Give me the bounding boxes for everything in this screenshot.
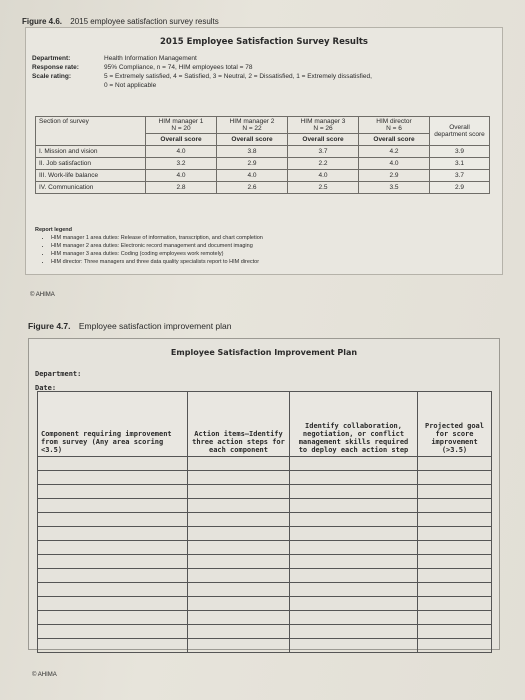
blank-cell (38, 485, 188, 499)
blank-cell (418, 625, 492, 639)
score-cell: 2.2 (288, 158, 359, 170)
blank-cell (38, 457, 188, 471)
blank-cell (188, 611, 290, 625)
improvement-plan-table (37, 391, 492, 653)
blank-row (38, 569, 492, 583)
column-header: HIM manager 3 N = 26 (288, 117, 359, 134)
figure-number: Figure 4.6. (22, 17, 63, 26)
meta-row-department: Department: Health Information Management (32, 55, 197, 62)
blank-cell (418, 499, 492, 513)
score-cell: 2.9 (359, 170, 430, 182)
legend-item: • HIM manager 3 area duties: Coding (coding employees work remotely) (51, 250, 263, 258)
blank-row (38, 485, 492, 499)
blank-cell (188, 499, 290, 513)
figure-4-7-caption (28, 321, 232, 331)
blank-cell (188, 513, 290, 527)
row-section: III. Work-life balance (36, 170, 146, 182)
blank-row (38, 541, 492, 555)
score-cell: 4.0 (288, 170, 359, 182)
column-header: HIM manager 1 N = 20 (146, 117, 217, 134)
department-label: Department: (35, 370, 82, 378)
row-section: I. Mission and vision (36, 146, 146, 158)
blank-cell (290, 583, 418, 597)
blank-cell (418, 457, 492, 471)
blank-row (38, 639, 492, 653)
ahima-credit: © AHIMA (32, 672, 57, 678)
blank-cell (418, 471, 492, 485)
score-cell: 2.6 (217, 182, 288, 194)
blank-cell (290, 457, 418, 471)
blank-cell (38, 541, 188, 555)
blank-cell (188, 555, 290, 569)
blank-cell (38, 471, 188, 485)
blank-cell (188, 485, 290, 499)
blank-cell (290, 513, 418, 527)
projected-goal-header: Projected goal for score improvement (>3.5) (418, 392, 492, 457)
report-legend (35, 226, 263, 266)
overall-score-label: Overall score (146, 134, 217, 146)
blank-cell (418, 555, 492, 569)
blank-row (38, 527, 492, 541)
overall-cell: 3.1 (430, 158, 490, 170)
table-header-row (36, 117, 490, 134)
blank-cell (418, 527, 492, 541)
figure-4-6-caption (22, 17, 219, 26)
blank-cell (188, 625, 290, 639)
figure-caption-text: 2015 employee satisfaction survey results (70, 17, 219, 26)
blank-cell (418, 611, 492, 625)
blank-cell (38, 597, 188, 611)
score-cell: 2.5 (288, 182, 359, 194)
blank-row (38, 555, 492, 569)
blank-row (38, 513, 492, 527)
plan-title: Employee Satisfaction Improvement Plan (170, 348, 358, 357)
survey-scores-table (35, 116, 490, 194)
blank-cell (290, 639, 418, 653)
plan-blank-rows (38, 457, 492, 653)
legend-item: • HIM manager 1 area duties: Release of information, transcription, and chart completion (51, 234, 263, 242)
blank-cell (290, 527, 418, 541)
blank-row (38, 625, 492, 639)
blank-cell (38, 611, 188, 625)
blank-cell (418, 583, 492, 597)
blank-cell (188, 569, 290, 583)
blank-row (38, 597, 492, 611)
column-header: HIM director N = 6 (359, 117, 430, 134)
component-header: Component requiring improvement from survey (Any area scoring <3.5) (38, 392, 188, 457)
blank-cell (188, 457, 290, 471)
row-section: II. Job satisfaction (36, 158, 146, 170)
meta-row-response-rate: Response rate: 95% Compliance, n = 74, HIM employees total = 78 (32, 64, 253, 71)
table-row (36, 170, 490, 182)
score-cell: 2.9 (217, 158, 288, 170)
figure-caption-text: Employee satisfaction improvement plan (78, 321, 232, 331)
blank-cell (290, 611, 418, 625)
overall-score-label: Overall score (359, 134, 430, 146)
overall-cell: 3.9 (430, 146, 490, 158)
blank-cell (188, 471, 290, 485)
blank-cell (38, 555, 188, 569)
blank-cell (188, 541, 290, 555)
figure-number: Figure 4.7. (28, 321, 71, 331)
blank-row (38, 457, 492, 471)
score-cell: 3.8 (217, 146, 288, 158)
row-section: IV. Communication (36, 182, 146, 194)
score-cell: 3.2 (146, 158, 217, 170)
blank-cell (418, 485, 492, 499)
meta-row-scale-rating: Scale rating: 5 = Extremely satisfied, 4 = Satisfied, 3 = Neutral, 2 = Dissatisfied, 1 = Extremely dissatisfied, (32, 73, 372, 80)
blank-cell (290, 485, 418, 499)
blank-cell (290, 541, 418, 555)
blank-row (38, 583, 492, 597)
table-row (36, 158, 490, 170)
date-label: Date: (35, 384, 57, 392)
blank-cell (38, 583, 188, 597)
score-cell: 4.0 (359, 158, 430, 170)
table-row (36, 182, 490, 194)
blank-cell (188, 597, 290, 611)
legend-item: • HIM manager 2 area duties: Electronic record management and document imaging (51, 242, 263, 250)
table-row (36, 146, 490, 158)
ahima-credit: © AHIMA (30, 292, 55, 298)
blank-cell (418, 597, 492, 611)
survey-results-figure (25, 27, 503, 275)
score-cell: 4.0 (146, 170, 217, 182)
overall-cell: 2.9 (430, 182, 490, 194)
overall-cell: 3.7 (430, 170, 490, 182)
blank-cell (290, 625, 418, 639)
overall-score-label: Overall score (288, 134, 359, 146)
score-cell: 4.0 (146, 146, 217, 158)
blank-cell (188, 527, 290, 541)
score-cell: 3.7 (288, 146, 359, 158)
blank-row (38, 611, 492, 625)
survey-title: 2015 Employee Satisfaction Survey Results (160, 37, 368, 47)
column-header: HIM manager 2 N = 22 (217, 117, 288, 134)
blank-cell (290, 555, 418, 569)
legend-title: Report legend (35, 227, 72, 233)
blank-cell (290, 471, 418, 485)
blank-cell (38, 513, 188, 527)
blank-cell (188, 639, 290, 653)
improvement-plan-figure (28, 338, 500, 650)
survey-meta (32, 54, 372, 90)
blank-cell (38, 625, 188, 639)
blank-cell (38, 527, 188, 541)
score-cell: 2.8 (146, 182, 217, 194)
blank-cell (38, 639, 188, 653)
blank-cell (38, 569, 188, 583)
overall-score-label: Overall score (217, 134, 288, 146)
blank-cell (418, 639, 492, 653)
blank-row (38, 499, 492, 513)
blank-cell (290, 569, 418, 583)
blank-cell (188, 583, 290, 597)
legend-item: • HIM director: Three managers and three data quality specialists report to HIM director (51, 258, 263, 266)
score-cell: 4.2 (359, 146, 430, 158)
meta-row-scale-rating-cont: 0 = Not applicable (104, 82, 157, 89)
score-cell: 4.0 (217, 170, 288, 182)
section-of-survey-header: Section of survey (36, 117, 146, 146)
overall-department-header: Overall department score (430, 117, 490, 146)
plan-header-row (38, 392, 492, 457)
blank-cell (418, 569, 492, 583)
blank-row (38, 471, 492, 485)
action-items-header: Action items—Identify three action steps for each component (188, 392, 290, 457)
blank-cell (290, 597, 418, 611)
blank-cell (290, 499, 418, 513)
blank-cell (418, 541, 492, 555)
blank-cell (418, 513, 492, 527)
score-cell: 3.5 (359, 182, 430, 194)
collaboration-header: Identify collaboration, negotiation, or conflict management skills required to deploy each action step (290, 392, 418, 457)
blank-cell (38, 499, 188, 513)
